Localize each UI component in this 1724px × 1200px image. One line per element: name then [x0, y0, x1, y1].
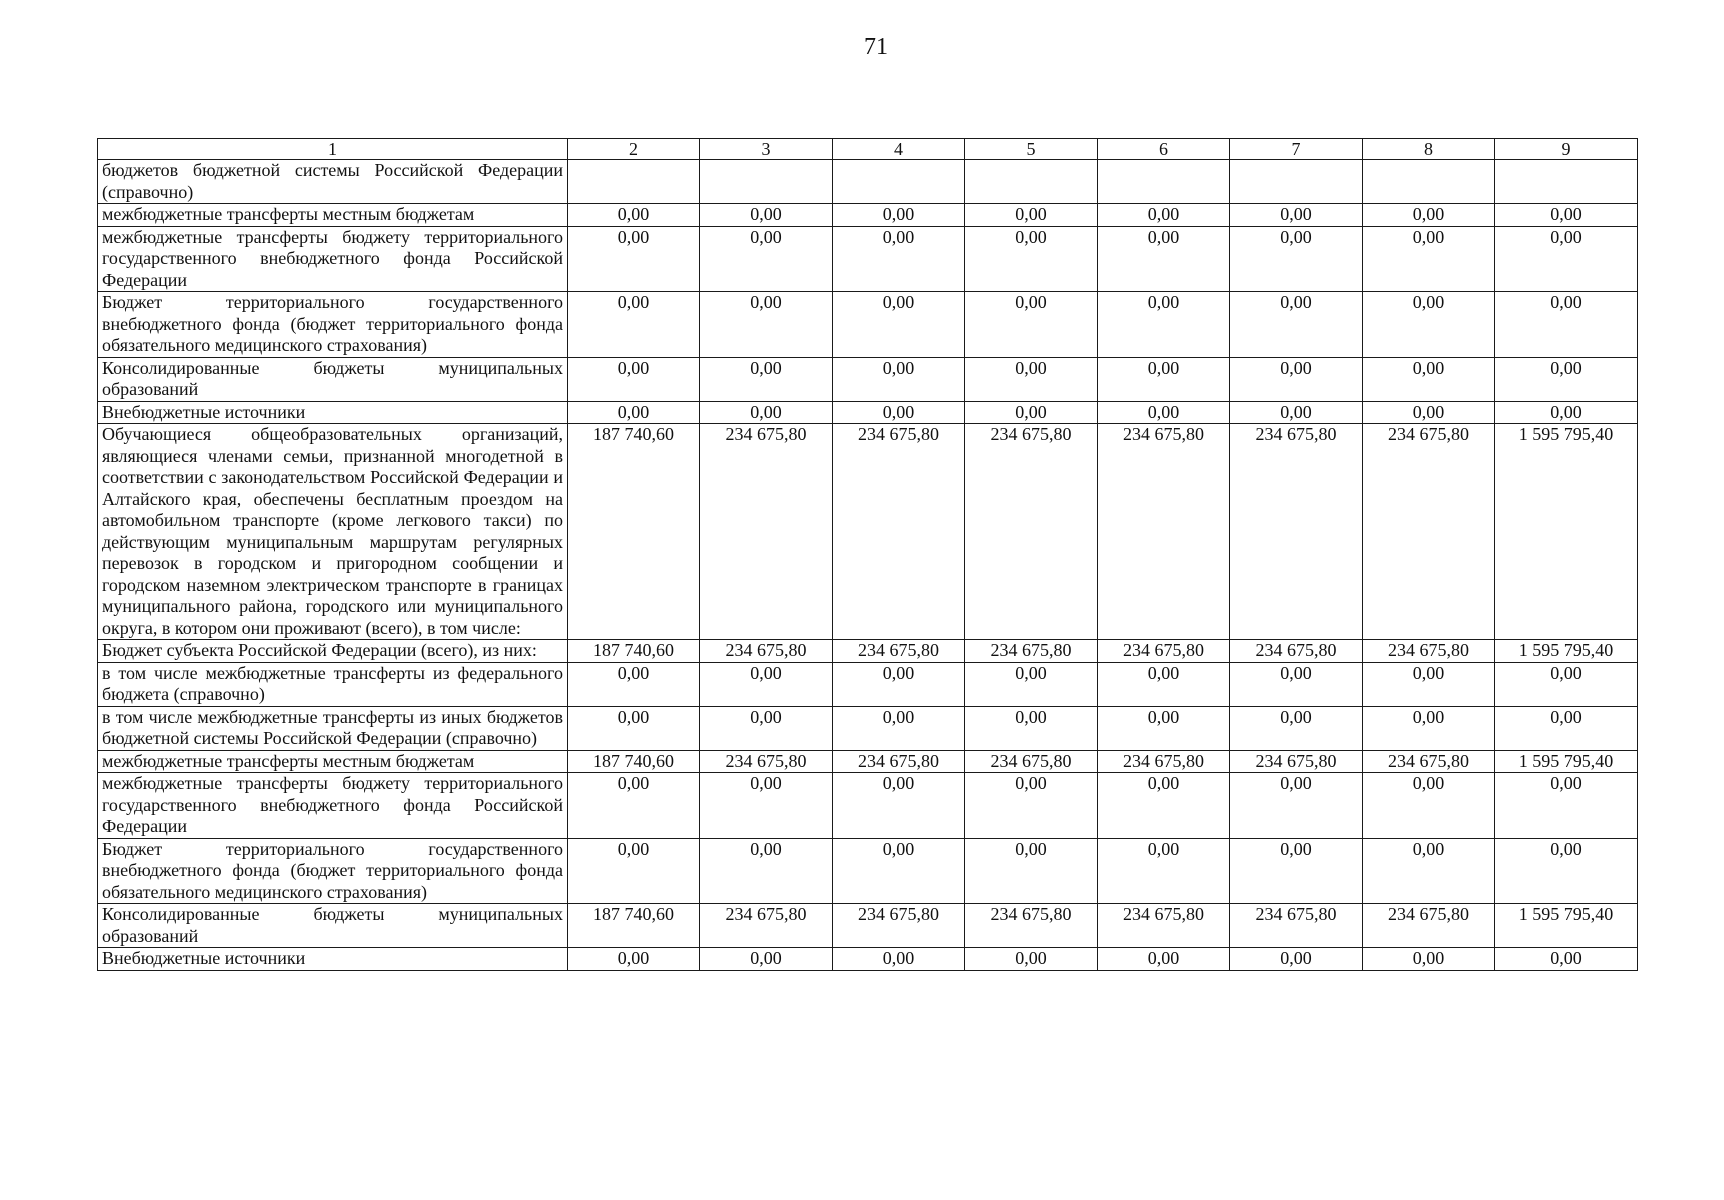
value-cell: [568, 160, 700, 204]
value-cell: 0,00: [833, 948, 965, 971]
table-row: [98, 160, 1638, 204]
row-label: в том числе межбюджетные трансферты из федерального бюджета (справочно): [98, 662, 568, 706]
value-cell: 0,00: [965, 948, 1098, 971]
value-cell: 0,00: [700, 662, 833, 706]
row-label: Внебюджетные источники: [98, 401, 568, 424]
column-header: 7: [1230, 139, 1363, 160]
value-cell: 0,00: [700, 357, 833, 401]
value-cell: 0,00: [568, 401, 700, 424]
value-cell: 0,00: [1363, 838, 1495, 904]
table-body: [98, 160, 1638, 971]
value-cell: 0,00: [568, 706, 700, 750]
value-cell: 0,00: [1098, 204, 1230, 227]
value-cell: 0,00: [568, 773, 700, 839]
row-label: Бюджет территориального государственного внебюджетного фонда (бюджет территориального фонда обязательного медицинского страхования): [98, 292, 568, 358]
column-header: 5: [965, 139, 1098, 160]
value-cell: 0,00: [1098, 292, 1230, 358]
value-cell: 0,00: [1230, 226, 1363, 292]
value-cell: 0,00: [1230, 357, 1363, 401]
value-cell: 0,00: [965, 357, 1098, 401]
value-cell: 0,00: [965, 706, 1098, 750]
value-cell: 234 675,80: [1363, 640, 1495, 663]
column-header: 6: [1098, 139, 1230, 160]
table-row: [98, 750, 1638, 773]
value-cell: 234 675,80: [1363, 750, 1495, 773]
value-cell: 1 595 795,40: [1495, 904, 1638, 948]
value-cell: 0,00: [700, 773, 833, 839]
value-cell: 0,00: [1495, 662, 1638, 706]
value-cell: 0,00: [1495, 401, 1638, 424]
value-cell: 0,00: [1363, 226, 1495, 292]
value-cell: 0,00: [568, 662, 700, 706]
value-cell: 0,00: [1098, 706, 1230, 750]
value-cell: 0,00: [1495, 226, 1638, 292]
row-label: межбюджетные трансферты бюджету территориального государственного внебюджетного фонда Российской Федерации: [98, 226, 568, 292]
value-cell: 234 675,80: [700, 424, 833, 640]
value-cell: 0,00: [700, 401, 833, 424]
value-cell: 0,00: [1495, 773, 1638, 839]
value-cell: 0,00: [1495, 357, 1638, 401]
value-cell: 0,00: [965, 773, 1098, 839]
value-cell: 0,00: [1098, 948, 1230, 971]
column-header: 2: [568, 139, 700, 160]
value-cell: 0,00: [700, 292, 833, 358]
value-cell: 0,00: [700, 948, 833, 971]
value-cell: 234 675,80: [1230, 640, 1363, 663]
value-cell: 187 740,60: [568, 424, 700, 640]
row-label: межбюджетные трансферты бюджету территориального государственного внебюджетного фонда Российской Федерации: [98, 773, 568, 839]
column-header: 3: [700, 139, 833, 160]
row-label: в том числе межбюджетные трансферты из иных бюджетов бюджетной системы Российской Федерации (справочно): [98, 706, 568, 750]
value-cell: [1098, 160, 1230, 204]
value-cell: 234 675,80: [1098, 424, 1230, 640]
value-cell: 0,00: [1098, 838, 1230, 904]
row-label: бюджетов бюджетной системы Российской Федерации (справочно): [98, 160, 568, 204]
table-row: [98, 424, 1638, 640]
table-row: [98, 204, 1638, 227]
column-header: 8: [1363, 139, 1495, 160]
table-row: [98, 838, 1638, 904]
row-label: Консолидированные бюджеты муниципальных образований: [98, 904, 568, 948]
value-cell: 0,00: [1230, 706, 1363, 750]
value-cell: 0,00: [1495, 292, 1638, 358]
row-label: Бюджет территориального государственного внебюджетного фонда (бюджет территориального фонда обязательного медицинского страхования): [98, 838, 568, 904]
value-cell: 187 740,60: [568, 640, 700, 663]
value-cell: 234 675,80: [700, 750, 833, 773]
table-row: [98, 706, 1638, 750]
value-cell: 0,00: [568, 948, 700, 971]
value-cell: 0,00: [965, 204, 1098, 227]
column-header: 9: [1495, 139, 1638, 160]
value-cell: 0,00: [1363, 357, 1495, 401]
value-cell: 0,00: [1363, 401, 1495, 424]
value-cell: 0,00: [1098, 357, 1230, 401]
value-cell: 234 675,80: [833, 424, 965, 640]
row-label: Обучающиеся общеобразовательных организаций, являющиеся членами семьи, признанной многодетной в соответствии с законодательством Российской Федерации и Алтайского края, обеспечены бесплатным проездом на автомобильном транспорте (кроме легкового такси) по действующим муниципальным маршрутам регулярных перевозок в городском и пригородном сообщении и городском наземном электрическом транспорте в границах муниципального района, городского или муниципального округа, в котором они проживают (всего), в том числе:: [98, 424, 568, 640]
value-cell: 0,00: [1098, 401, 1230, 424]
value-cell: 1 595 795,40: [1495, 424, 1638, 640]
value-cell: 0,00: [1363, 706, 1495, 750]
row-label: межбюджетные трансферты местным бюджетам: [98, 750, 568, 773]
value-cell: 0,00: [1230, 948, 1363, 971]
value-cell: [965, 160, 1098, 204]
value-cell: 0,00: [1098, 773, 1230, 839]
value-cell: 187 740,60: [568, 904, 700, 948]
value-cell: 234 675,80: [833, 904, 965, 948]
value-cell: 0,00: [568, 226, 700, 292]
row-label: Бюджет субъекта Российской Федерации (всего), из них:: [98, 640, 568, 663]
value-cell: [1363, 160, 1495, 204]
value-cell: 0,00: [1230, 662, 1363, 706]
budget-table: [97, 138, 1638, 971]
value-cell: 0,00: [568, 838, 700, 904]
value-cell: 234 675,80: [1098, 904, 1230, 948]
value-cell: 234 675,80: [1363, 904, 1495, 948]
value-cell: 0,00: [965, 838, 1098, 904]
table-row: [98, 662, 1638, 706]
value-cell: 0,00: [1363, 773, 1495, 839]
value-cell: 0,00: [833, 662, 965, 706]
value-cell: 234 675,80: [1098, 750, 1230, 773]
value-cell: [700, 160, 833, 204]
value-cell: 234 675,80: [1230, 904, 1363, 948]
table-row: [98, 773, 1638, 839]
value-cell: 0,00: [568, 292, 700, 358]
value-cell: [833, 160, 965, 204]
value-cell: 0,00: [1098, 226, 1230, 292]
value-cell: 0,00: [1363, 662, 1495, 706]
value-cell: 0,00: [1495, 706, 1638, 750]
value-cell: 0,00: [1495, 948, 1638, 971]
table-row: [98, 226, 1638, 292]
value-cell: 234 675,80: [965, 750, 1098, 773]
value-cell: 234 675,80: [1230, 424, 1363, 640]
value-cell: 0,00: [1495, 838, 1638, 904]
value-cell: 0,00: [1363, 204, 1495, 227]
value-cell: 0,00: [1230, 838, 1363, 904]
value-cell: 1 595 795,40: [1495, 640, 1638, 663]
value-cell: 187 740,60: [568, 750, 700, 773]
value-cell: 0,00: [833, 773, 965, 839]
value-cell: 0,00: [965, 662, 1098, 706]
value-cell: 0,00: [1230, 773, 1363, 839]
table-row: [98, 401, 1638, 424]
value-cell: 0,00: [833, 226, 965, 292]
value-cell: 0,00: [568, 357, 700, 401]
table-row: [98, 904, 1638, 948]
value-cell: 0,00: [833, 204, 965, 227]
value-cell: 0,00: [568, 204, 700, 227]
value-cell: 0,00: [833, 401, 965, 424]
value-cell: 234 675,80: [833, 640, 965, 663]
table-row: [98, 357, 1638, 401]
value-cell: [1230, 160, 1363, 204]
value-cell: 234 675,80: [965, 904, 1098, 948]
value-cell: 234 675,80: [1098, 640, 1230, 663]
value-cell: 0,00: [1230, 401, 1363, 424]
value-cell: 234 675,80: [833, 750, 965, 773]
column-header: 1: [98, 139, 568, 160]
header-row: [98, 139, 1638, 160]
value-cell: 0,00: [1363, 292, 1495, 358]
column-header: 4: [833, 139, 965, 160]
value-cell: 0,00: [700, 706, 833, 750]
value-cell: 0,00: [1230, 292, 1363, 358]
value-cell: 1 595 795,40: [1495, 750, 1638, 773]
value-cell: 0,00: [833, 838, 965, 904]
value-cell: 234 675,80: [965, 424, 1098, 640]
value-cell: 0,00: [700, 204, 833, 227]
value-cell: 0,00: [833, 706, 965, 750]
value-cell: 0,00: [833, 292, 965, 358]
value-cell: 0,00: [965, 226, 1098, 292]
row-label: Внебюджетные источники: [98, 948, 568, 971]
value-cell: 0,00: [833, 357, 965, 401]
value-cell: 0,00: [965, 292, 1098, 358]
value-cell: 234 675,80: [700, 904, 833, 948]
value-cell: 0,00: [700, 226, 833, 292]
value-cell: 0,00: [1363, 948, 1495, 971]
value-cell: 0,00: [1230, 204, 1363, 227]
row-label: Консолидированные бюджеты муниципальных образований: [98, 357, 568, 401]
table-row: [98, 640, 1638, 663]
value-cell: [1495, 160, 1638, 204]
table-row: [98, 948, 1638, 971]
value-cell: 234 675,80: [965, 640, 1098, 663]
value-cell: 0,00: [1495, 204, 1638, 227]
row-label: межбюджетные трансферты местным бюджетам: [98, 204, 568, 227]
value-cell: 0,00: [700, 838, 833, 904]
table-row: [98, 292, 1638, 358]
value-cell: 0,00: [1098, 662, 1230, 706]
page-number: 71: [864, 34, 888, 60]
value-cell: 0,00: [965, 401, 1098, 424]
value-cell: 234 675,80: [1230, 750, 1363, 773]
value-cell: 234 675,80: [700, 640, 833, 663]
value-cell: 234 675,80: [1363, 424, 1495, 640]
